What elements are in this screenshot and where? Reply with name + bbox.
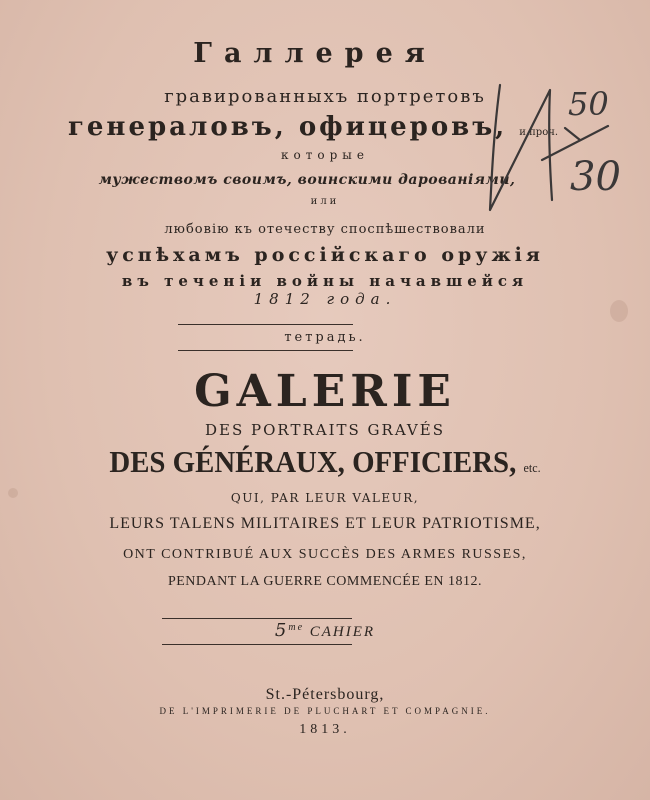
russian-title: Галлерея: [193, 38, 437, 69]
french-line-war: PENDANT LA GUERRE COMMENCÉE EN 1812.: [167, 574, 483, 589]
russian-line-or: или: [310, 196, 340, 207]
russian-tetrad: тетрадь.: [284, 330, 366, 345]
imprint-city: St.-Pétersbourg,: [265, 686, 385, 703]
russian-subtitle: гравированныхъ портретовъ: [164, 86, 486, 107]
russian-line-which: которые: [281, 148, 369, 162]
french-generals-text: DES GÉNÉRAUX, OFFICIERS,: [109, 444, 517, 479]
french-line-talents: LEURS TALENS MILITAIRES ET LEUR PATRIOTISME,: [109, 515, 541, 532]
divider-bottom: [178, 350, 353, 351]
cahier-superscript: me: [288, 622, 305, 633]
handwritten-number-bottom: 30: [570, 154, 621, 200]
french-line-valour: QUI, PAR LEUR VALEUR,: [230, 491, 420, 505]
russian-line-war: въ теченіи войны начавшейся: [121, 272, 529, 290]
handwritten-tick: [565, 128, 580, 140]
french-line-generals: [23, 444, 628, 480]
divider-top: [178, 324, 353, 325]
russian-line-love: любовію къ отечеству споспѣшествовали: [164, 222, 486, 237]
french-title: GALERIE: [194, 366, 456, 417]
russian-generals-text: генераловъ, офицеровъ,: [67, 112, 508, 142]
handwritten-number-top: 50: [568, 85, 609, 123]
french-subtitle: DES PORTRAITS GRAVÉS: [205, 421, 445, 439]
handwritten-numero-sign: [490, 85, 552, 210]
russian-line-success: успѣхамъ россійскаго оружія: [106, 244, 544, 266]
cahier-label: CAHIER: [309, 624, 376, 640]
russian-line-year: 1812 года.: [253, 290, 397, 308]
cahier-line: [0, 620, 650, 641]
imprint-printer: DE L'IMPRIMERIE DE PLUCHART ET COMPAGNIE.: [159, 706, 491, 716]
cahier-divider-top: [162, 618, 352, 619]
russian-line-courage: мужествомъ своимъ, воинскими дарованіями,: [98, 172, 516, 188]
french-etc: etc.: [523, 460, 541, 475]
cahier-number: 5: [274, 620, 289, 641]
cahier-divider-bottom: [162, 644, 352, 645]
handwritten-number-annotation: [470, 50, 650, 235]
russian-etc: и проч.: [519, 127, 559, 138]
french-line-contributed: ONT CONTRIBUÉ AUX SUCCÈS DES ARMES RUSSES,: [123, 547, 527, 562]
imprint-year: 1813.: [299, 722, 351, 737]
